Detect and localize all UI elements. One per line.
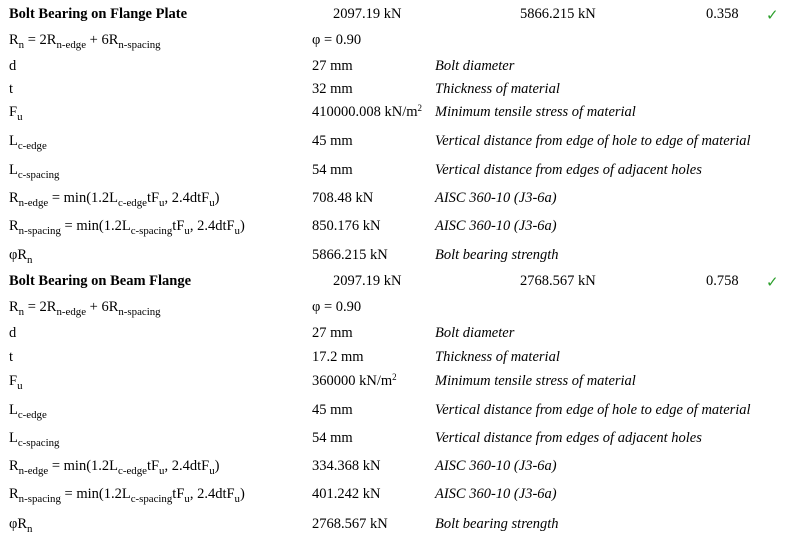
param-row-lc-spacing (0, 430, 806, 454)
param-label: $F_u$ (9, 104, 23, 123)
param-description: Minimum tensile stress of material (435, 373, 636, 389)
param-description: Vertical distance from edge of hole to edge of material (435, 133, 751, 149)
param-description: Bolt bearing strength (435, 247, 559, 263)
section-header-row (0, 273, 806, 297)
phi-value: φ = 0.90 (312, 32, 362, 48)
section-header-row (0, 6, 806, 30)
param-value: 45 mm (312, 133, 353, 149)
param-label: $L_{c-spacing}$ (9, 162, 60, 181)
param-row-lc-edge (0, 133, 806, 157)
param-label: $R_{n-spacing} = \min(1.2L_{c-spacing}tF_u$, 2.4dtF$_u$) (9, 218, 245, 237)
param-description: AISC 360-10 (J3-6a) (435, 190, 557, 206)
check-icon: ✓ (766, 275, 779, 291)
param-row-rn-spacing (0, 486, 806, 510)
capacity-value: 2768.567 kN (520, 273, 596, 289)
param-description: AISC 360-10 (J3-6a) (435, 218, 557, 234)
check-icon: ✓ (766, 8, 779, 24)
param-row-phi-rn (0, 516, 806, 540)
param-label: d (9, 58, 17, 74)
ratio-value: 0.358 (706, 6, 739, 22)
ratio-value: 0.758 (706, 273, 739, 289)
param-value: 410000.008 $kN/m^2$ (312, 103, 423, 120)
param-row-rn-edge (0, 458, 806, 482)
param-row-t (0, 349, 806, 373)
param-label: $\varphi R_n$ (9, 247, 33, 266)
param-description: Thickness of material (435, 81, 560, 97)
param-value: 45 mm (312, 402, 353, 418)
param-row-lc-spacing (0, 162, 806, 186)
demand-value: 2097.19 kN (333, 6, 402, 22)
param-description: Bolt bearing strength (435, 516, 559, 532)
param-description: AISC 360-10 (J3-6a) (435, 486, 557, 502)
rn-equation: $R_n = 2R_{n-edge} + 6R_{n-spacing}$ (9, 32, 161, 51)
section-title: Bolt Bearing on Beam Flange (9, 273, 192, 289)
phi-value: φ = 0.90 (312, 299, 362, 315)
param-row-lc-edge (0, 402, 806, 426)
param-value: 708.48 kN (312, 190, 374, 206)
param-description: Vertical distance from edge of hole to edge of material (435, 402, 751, 418)
param-value: 334.368 kN (312, 458, 381, 474)
param-description: Bolt diameter (435, 58, 515, 74)
param-description: Vertical distance from edges of adjacent holes (435, 430, 702, 446)
param-label: $R_{n-edge} = \min(1.2L_{c-edge}tF_u$, 2.4dtF$_u$) (9, 190, 220, 209)
equation-row (0, 32, 806, 56)
param-label: $L_{c-spacing}$ (9, 430, 60, 449)
param-value: 27 mm (312, 58, 353, 74)
param-row-rn-edge (0, 190, 806, 214)
param-row-t (0, 81, 806, 105)
param-value: 54 mm (312, 430, 353, 446)
param-row-fu (0, 373, 806, 397)
param-value: 2768.567 kN (312, 516, 388, 532)
capacity-value: 5866.215 kN (520, 6, 596, 22)
demand-value: 2097.19 kN (333, 273, 402, 289)
param-row-rn-spacing (0, 218, 806, 242)
param-description: Thickness of material (435, 349, 560, 365)
param-label: $R_{n-edge} = \min(1.2L_{c-edge}tF_u$, 2.4dtF$_u$) (9, 458, 220, 477)
param-value: 401.242 kN (312, 486, 381, 502)
param-label: $F_u$ (9, 373, 23, 392)
equation-row (0, 299, 806, 323)
param-label: t (9, 349, 14, 365)
param-value: 5866.215 kN (312, 247, 388, 263)
param-row-d (0, 58, 806, 82)
param-description: Minimum tensile stress of material (435, 104, 636, 120)
param-label: $L_{c-edge}$ (9, 402, 47, 421)
param-label: $L_{c-edge}$ (9, 133, 47, 152)
param-description: AISC 360-10 (J3-6a) (435, 458, 557, 474)
param-value: 27 mm (312, 325, 353, 341)
param-value: 32 mm (312, 81, 353, 97)
param-label: $\varphi R_n$ (9, 516, 33, 535)
param-description: Bolt diameter (435, 325, 515, 341)
param-description: Vertical distance from edges of adjacent holes (435, 162, 702, 178)
param-row-fu (0, 104, 806, 128)
param-row-phi-rn (0, 247, 806, 271)
section-title: Bolt Bearing on Flange Plate (9, 6, 188, 22)
param-label: t (9, 81, 14, 97)
param-value: 17.2 mm (312, 349, 364, 365)
rn-equation: $R_n = 2R_{n-edge} + 6R_{n-spacing}$ (9, 299, 161, 318)
param-value: 360000 $kN/m^2$ (312, 372, 397, 389)
param-label: $R_{n-spacing} = \min(1.2L_{c-spacing}tF_u$, 2.4dtF$_u$) (9, 486, 245, 505)
param-row-d (0, 325, 806, 349)
param-value: 54 mm (312, 162, 353, 178)
param-value: 850.176 kN (312, 218, 381, 234)
param-label: d (9, 325, 17, 341)
